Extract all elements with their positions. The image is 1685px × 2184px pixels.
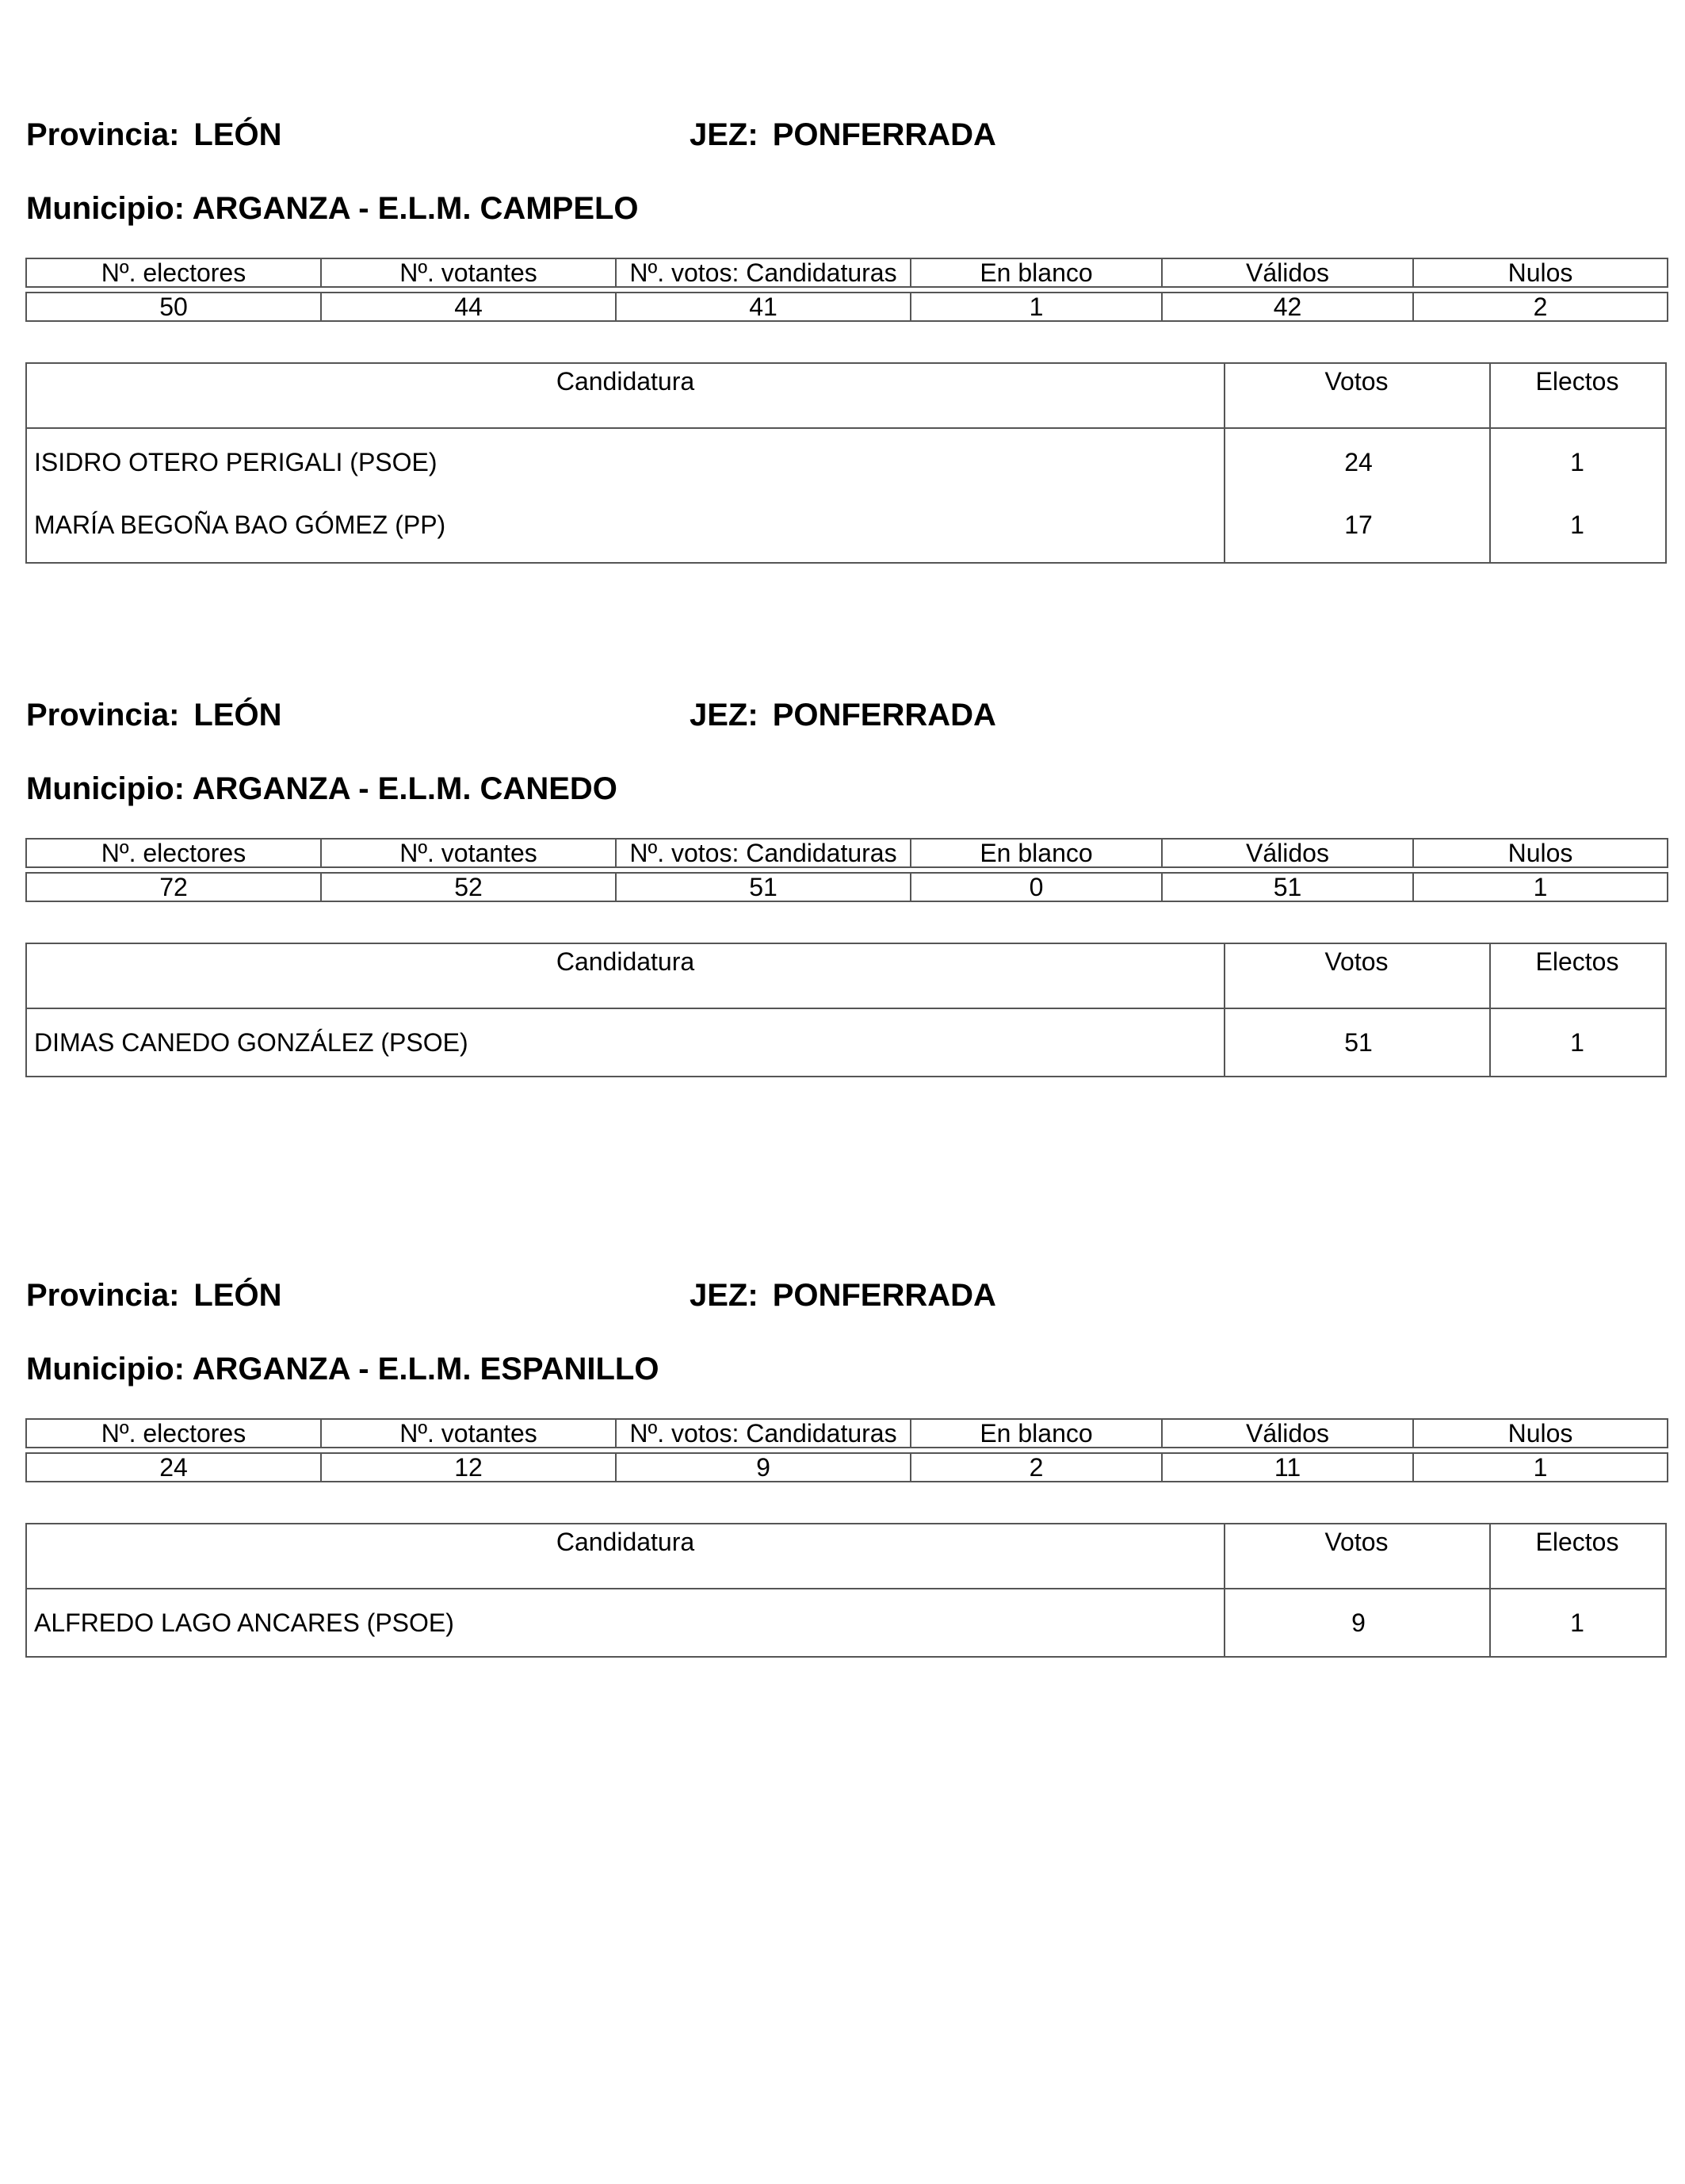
candidate-row — [27, 1009, 1665, 1076]
stats-table — [25, 1418, 1668, 1482]
provincia-value: LEÓN — [193, 698, 282, 732]
stats-header-votos-candidaturas: Nº. votos: Candidaturas — [616, 1419, 911, 1448]
stats-header-nulos: Nulos — [1413, 258, 1668, 287]
provincia-line — [26, 696, 282, 734]
provincia-label: Provincia: — [26, 1278, 180, 1313]
candidates-table — [25, 1523, 1667, 1658]
stats-electores: 50 — [26, 293, 321, 321]
stats-en-blanco: 0 — [911, 873, 1162, 901]
jez-value: PONFERRADA — [772, 698, 996, 732]
stats-votantes: 12 — [321, 1453, 616, 1482]
stats-header-nulos: Nulos — [1413, 1419, 1668, 1448]
jez-line — [690, 696, 996, 734]
provincia-label: Provincia: — [26, 117, 180, 152]
header-candidatura: Candidatura — [556, 367, 695, 396]
jez-label: JEZ: — [690, 117, 758, 152]
candidates-table — [25, 943, 1667, 1077]
municipio-value: ARGANZA - E.L.M. ESPANILLO — [192, 1352, 659, 1387]
stats-header-validos: Válidos — [1162, 258, 1413, 287]
header-candidatura: Candidatura — [556, 1528, 695, 1556]
stats-header-votantes: Nº. votantes — [321, 258, 616, 287]
stats-header-votos-candidaturas: Nº. votos: Candidaturas — [616, 839, 911, 867]
stats-header-electores: Nº. electores — [26, 839, 321, 867]
provincia-value: LEÓN — [193, 117, 282, 152]
candidate-name: DIMAS CANEDO GONZÁLEZ (PSOE) — [34, 1028, 468, 1057]
jez-line — [690, 116, 996, 154]
stats-nulos: 2 — [1413, 293, 1668, 321]
header-electos: Electos — [1535, 1528, 1619, 1556]
header-electos: Electos — [1535, 947, 1619, 976]
provincia-value: LEÓN — [193, 1278, 282, 1313]
municipio-value: ARGANZA - E.L.M. CANEDO — [192, 771, 617, 806]
candidate-electos: 1 — [1570, 1028, 1584, 1057]
stats-votantes: 44 — [321, 293, 616, 321]
stats-electores: 72 — [26, 873, 321, 901]
provincia-label: Provincia: — [26, 698, 180, 732]
stats-votantes: 52 — [321, 873, 616, 901]
stats-header-votantes: Nº. votantes — [321, 1419, 616, 1448]
stats-header-votos-candidaturas: Nº. votos: Candidaturas — [616, 258, 911, 287]
stats-electores: 24 — [26, 1453, 321, 1482]
header-candidatura: Candidatura — [556, 947, 695, 976]
stats-header-nulos: Nulos — [1413, 839, 1668, 867]
stats-header-electores: Nº. electores — [26, 1419, 321, 1448]
jez-value: PONFERRADA — [772, 1278, 996, 1313]
stats-en-blanco: 1 — [911, 293, 1162, 321]
stats-header-en-blanco: En blanco — [911, 1419, 1162, 1448]
stats-nulos: 1 — [1413, 1453, 1668, 1482]
candidate-row — [27, 1589, 1665, 1656]
jez-label: JEZ: — [690, 698, 758, 732]
provincia-line — [26, 1276, 282, 1314]
stats-nulos: 1 — [1413, 873, 1668, 901]
municipio-value: ARGANZA - E.L.M. CAMPELO — [192, 191, 639, 226]
candidates-table — [25, 362, 1667, 564]
candidate-electos: 1 — [1570, 511, 1584, 539]
municipio-label: Municipio: — [26, 771, 185, 806]
candidate-name: ISIDRO OTERO PERIGALI (PSOE) — [34, 448, 437, 476]
municipio-line — [26, 1350, 659, 1388]
header-votos: Votos — [1324, 367, 1389, 396]
header-electos: Electos — [1535, 367, 1619, 396]
municipio-line — [26, 770, 617, 808]
stats-validos: 11 — [1162, 1453, 1413, 1482]
stats-header-votantes: Nº. votantes — [321, 839, 616, 867]
candidates-header — [27, 1524, 1665, 1589]
jez-label: JEZ: — [690, 1278, 758, 1313]
stats-votos-candidaturas: 9 — [616, 1453, 911, 1482]
header-votos: Votos — [1324, 947, 1389, 976]
header-votos: Votos — [1324, 1528, 1389, 1556]
stats-table — [25, 258, 1668, 322]
candidate-row — [27, 429, 1665, 495]
stats-header-electores: Nº. electores — [26, 258, 321, 287]
candidate-name: MARÍA BEGOÑA BAO GÓMEZ (PP) — [34, 511, 446, 539]
stats-validos: 42 — [1162, 293, 1413, 321]
municipio-label: Municipio: — [26, 191, 185, 226]
candidate-votos: 9 — [1351, 1608, 1366, 1637]
stats-en-blanco: 2 — [911, 1453, 1162, 1482]
candidates-header — [27, 364, 1665, 429]
candidate-electos: 1 — [1570, 1608, 1584, 1637]
municipio-label: Municipio: — [26, 1352, 185, 1387]
stats-validos: 51 — [1162, 873, 1413, 901]
stats-header-validos: Válidos — [1162, 839, 1413, 867]
stats-votos-candidaturas: 41 — [616, 293, 911, 321]
provincia-line — [26, 116, 282, 154]
jez-value: PONFERRADA — [772, 117, 996, 152]
stats-table — [25, 838, 1668, 902]
stats-votos-candidaturas: 51 — [616, 873, 911, 901]
candidates-header — [27, 944, 1665, 1009]
stats-header-validos: Válidos — [1162, 1419, 1413, 1448]
candidate-row — [27, 495, 1665, 562]
candidate-electos: 1 — [1570, 448, 1584, 476]
candidate-votos: 51 — [1344, 1028, 1373, 1057]
candidate-name: ALFREDO LAGO ANCARES (PSOE) — [34, 1608, 454, 1637]
jez-line — [690, 1276, 996, 1314]
candidate-votos: 17 — [1344, 511, 1373, 539]
candidate-votos: 24 — [1344, 448, 1373, 476]
stats-header-en-blanco: En blanco — [911, 839, 1162, 867]
stats-header-en-blanco: En blanco — [911, 258, 1162, 287]
municipio-line — [26, 189, 639, 228]
